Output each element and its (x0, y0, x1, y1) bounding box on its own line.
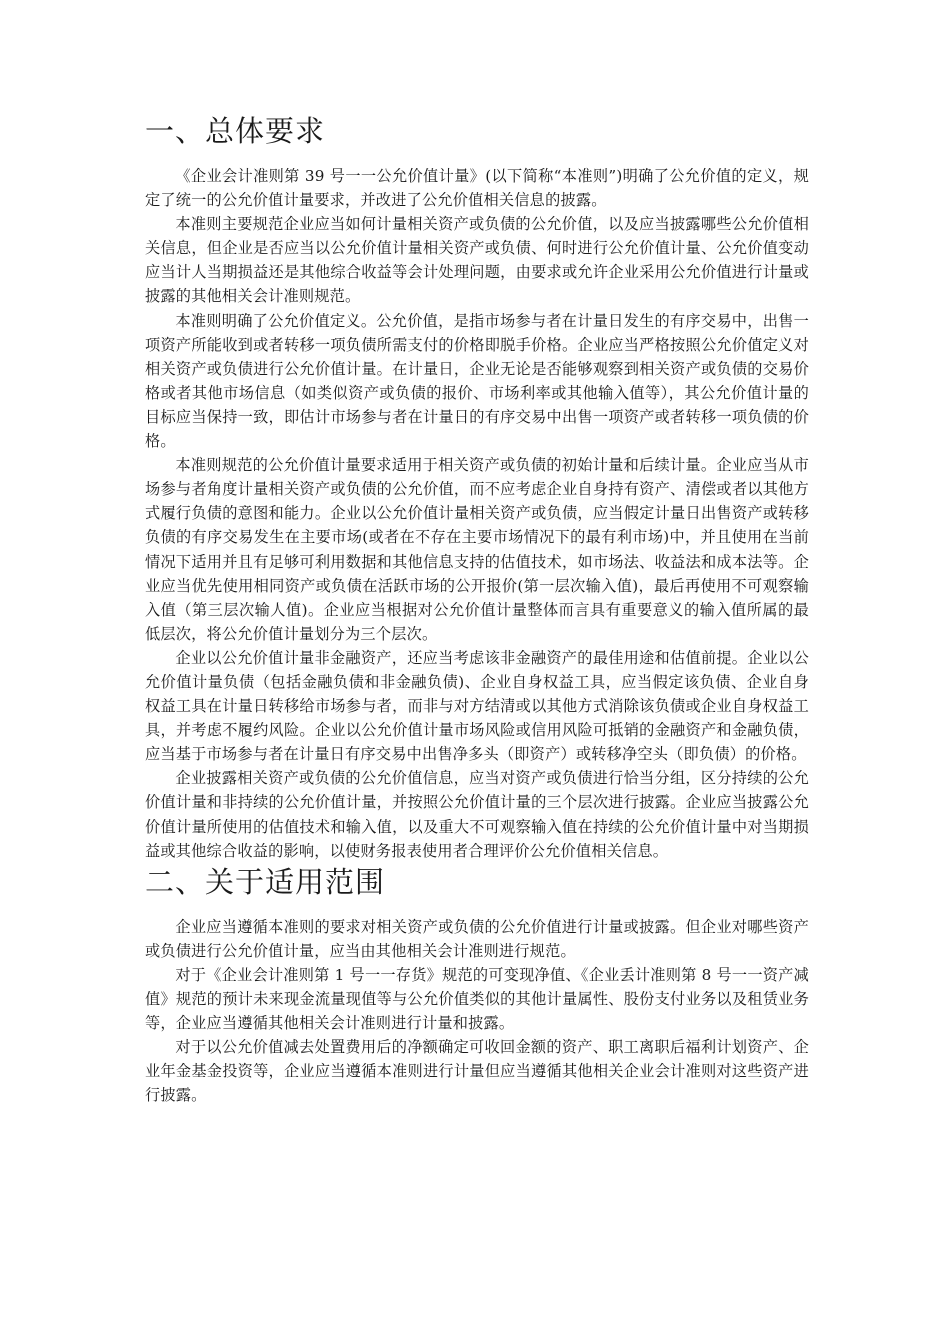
paragraph: 对于以公允价值减去处置费用后的净额确定可收回金额的资产、职工离职后福利计划资产、企业年金基金投资等，企业应当遵循本准则进行计量但应当遵循其他相关企业会计准则对这些资产进行披露。 (145, 1038, 809, 1105)
section-heading: 一、总体要求 (145, 114, 326, 148)
section-heading: 二、关于适用范围 (145, 864, 386, 899)
paragraph: 企业应当遵循本准则的要求对相关资产或负债的公允价值进行计量或披露。但企业对哪些资产或负债进行公允价值计量，应当由其他相关会计准则进行规范。 (145, 917, 809, 960)
paragraph: 本准则主要规范企业应当如何计量相关资产或负债的公允价值，以及应当披露哪些公允价值相关信息，但企业是否应当以公允价值计量相关资产或负债、何时进行公允价值计量、公允价值变动应当计人当期损益还是其他综合收益等会计处理问题，由要求或允许企业采用公允价值进行计量或披露的其他相关会计准则规范。 (145, 215, 809, 306)
paragraph: 企业以公允价值计量非金融资产，还应当考虑该非金融资产的最佳用途和估值前提。企业以公允价值计量负债（包括金融负债和非金融负债)、企业自身权益工具，应当假定该负债、企业自身权益工具在计量日转移给市场参与者，而非与对方结清或以其他方式消除该负债或企业自身权益工具，并考虑不履约风险。企业以公允价值计量市场风险或信用风险可抵销的金融资产和金融负债，应当基于市场参与者在计量日有序交易中出售净多头（即资产）或转移净空头（即负债）的价格。 (145, 648, 809, 764)
document-page (145, 112, 809, 1107)
paragraph: 企业披露相关资产或负债的公允价值信息，应当对资产或负债进行恰当分组，区分持续的公允价值计量和非持续的公允价值计量，并按照公允价值计量的三个层次进行披露。企业应当披露公允价值计量所使用的估值技术和输入值，以及重大不可观察输入值在持续的公允价值计量中对当期损益或其他综合收益的影响，以使财务报表使用者合理评价公允价值相关信息。 (145, 769, 809, 860)
paragraph: 本准则规范的公允价值计量要求适用于相关资产或负债的初始计量和后续计量。企业应当从市场参与者角度计量相关资产或负债的公允价值，而不应考虑企业自身持有资产、清偿或者以其他方式履行负债的意图和能力。企业以公允价值计量相关资产或负债，应当假定计量日出售资产或转移负债的有序交易发生在主要市场(或者在不存在主要市场情况下的最有利市场)中，并且使用在当前情况下适用并且有足够可利用数据和其他信息支持的估值技术，如市场法、收益法和成本法等。企业应当优先使用相同资产或负债在活跃市场的公开报价(第一层次输入值)，最后再使用不可观察输入值（第三层次输人值)。企业应当根据对公允价值计量整体而言具有重要意义的输入值所属的最低层次，将公允价值计量划分为三个层次。 (145, 456, 809, 643)
paragraph: 对于《企业会计准则第 1 号一一存货》规范的可变现净值、《企业丢计准则第 8 号一一资产减值》规范的预计未来现金流量现值等与公允价值类似的其他计量属性、股份支付业务以及租赁业务等，企业应当遵循其他相关会计准则进行计量和披露。 (145, 965, 809, 1033)
paragraph: 《企业会计准则第 39 号一一公允价值计量》(以下简称“本准则”)明确了公允价值的定义，规定了统一的公允价值计量要求，并改进了公允价值相关信息的披露。 (145, 167, 809, 210)
paragraph: 本准则明确了公允价值定义。公允价值，是指市场参与者在计量日发生的有序交易中，出售一项资产所能收到或者转移一项负债所需支付的价格即脱手价格。企业应当严格按照公允价值定义对相关资产或负债进行公允价值计量。在计量日，企业无论是否能够观察到相关资产或负债的交易价格或者其他市场信息（如类似资产或负债的报价、市场利率或其他输入值等），其公允价值计量的目标应当保持一致，即估计市场参与者在计量日的有序交易中出售一项资产或者转移一项负债的价格。 (145, 311, 809, 451)
